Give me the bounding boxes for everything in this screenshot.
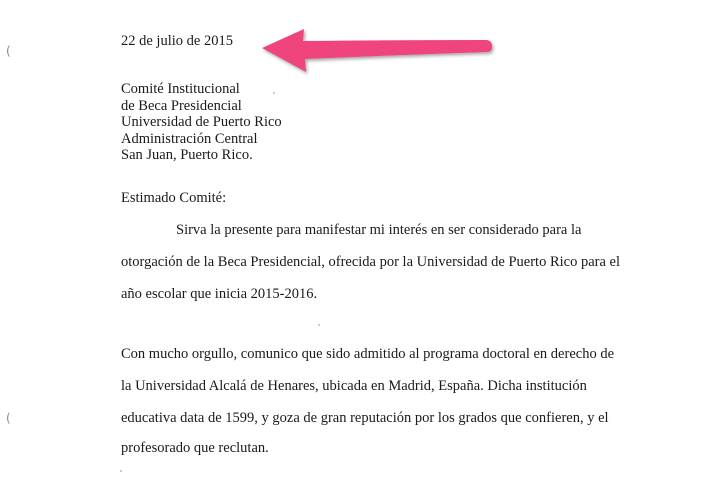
scan-speck bbox=[273, 92, 275, 94]
address-line: Comité Institucional bbox=[121, 81, 240, 97]
paragraph-line: educativa data de 1599, y goza de gran reputación por los grados que confieren, y el bbox=[121, 410, 609, 426]
letter-greeting: Estimado Comité: bbox=[121, 190, 227, 206]
scan-margin-mark: ( bbox=[6, 411, 11, 425]
address-line: de Beca Presidencial bbox=[121, 97, 242, 114]
paragraph-line: Con mucho orgullo, comunico que sido admitido al programa doctoral en derecho de bbox=[121, 346, 615, 362]
recipient-address bbox=[121, 81, 282, 164]
scan-speck bbox=[318, 324, 320, 326]
scan-speck bbox=[120, 470, 122, 472]
address-line: Universidad de Puerto Rico bbox=[121, 114, 282, 130]
scan-margin-mark: ( bbox=[6, 44, 11, 58]
paragraph-line: la Universidad Alcalá de Henares, ubicada en Madrid, España. Dicha institución bbox=[121, 378, 587, 394]
paragraph-line: otorgación de la Beca Presidencial, ofrecida por la Universidad de Puerto Rico para el bbox=[121, 254, 620, 270]
address-line: Administración Central bbox=[121, 130, 258, 147]
address-line: San Juan, Puerto Rico. bbox=[121, 147, 253, 163]
paragraph-line: profesorado que reclutan. bbox=[121, 440, 269, 456]
letter-date: 22 de julio de 2015 bbox=[121, 33, 233, 49]
paragraph-line: Sirva la presente para manifestar mi interés en ser considerado para la bbox=[176, 222, 582, 238]
paragraph-line: año escolar que inicia 2015-2016. bbox=[121, 286, 318, 302]
